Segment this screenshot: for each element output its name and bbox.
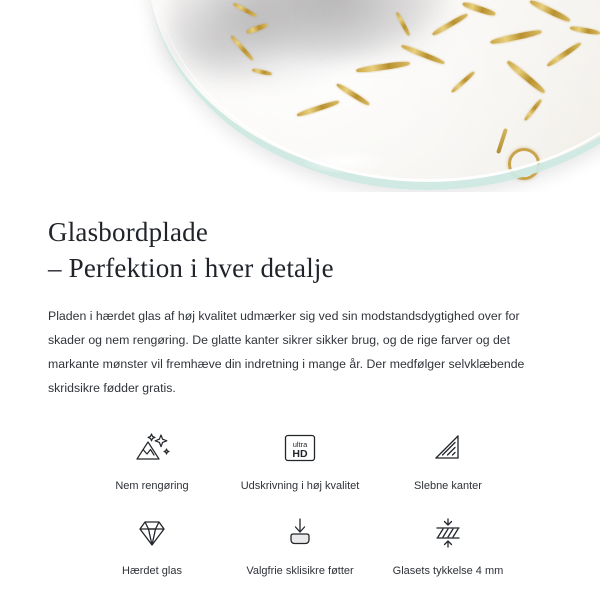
feature-item-print-quality bbox=[226, 426, 374, 493]
thickness-icon bbox=[428, 511, 468, 555]
page-title-line2: – Perfektion i hver detalje bbox=[48, 253, 334, 283]
feature-label: Nem rengøring bbox=[115, 480, 189, 492]
feature-label: Glasets tykkelse 4 mm bbox=[392, 565, 504, 577]
page-title-line1: Glasbordplade bbox=[48, 217, 209, 247]
ultra-hd-icon bbox=[280, 426, 320, 470]
svg-text:HD: HD bbox=[292, 448, 308, 460]
feature-item-easy-cleaning bbox=[78, 426, 226, 493]
feature-item-anti-slip-feet bbox=[226, 511, 374, 578]
content-section bbox=[0, 192, 600, 578]
feature-item-polished-edges bbox=[374, 426, 522, 493]
sparkle-cloth-icon bbox=[130, 426, 174, 470]
feature-label: Valgfrie sklisikre føtter bbox=[246, 565, 354, 577]
feature-item-glass-thickness bbox=[374, 511, 522, 578]
product-description: Pladen i hærdet glas af høj kvalitet udmærker sig ved sin modstandsdygtighed over for skader og nem rengøring. De glatte kanter sikrer sikker brug, og de rige farver og det markante mønster vil fremhæve din indretning i mange år. Der medfølger selvklæbende skridsikre fødder gratis. bbox=[48, 309, 525, 395]
anti-slip-foot-icon bbox=[280, 511, 320, 555]
page-title bbox=[48, 192, 552, 286]
feature-label: Udskrivning i høj kvalitet bbox=[240, 480, 360, 492]
gold-ring bbox=[508, 148, 540, 180]
hero-image bbox=[0, 0, 600, 192]
diamond-icon bbox=[131, 511, 173, 555]
feature-grid bbox=[48, 426, 552, 578]
polished-edges-icon bbox=[428, 426, 468, 470]
feature-item-tempered-glass bbox=[78, 511, 226, 578]
feature-label: Slebne kanter bbox=[414, 480, 482, 492]
marble-smoke-vein bbox=[150, 0, 290, 90]
svg-text:ultra: ultra bbox=[292, 440, 308, 449]
feature-label: Hærdet glas bbox=[122, 565, 182, 577]
